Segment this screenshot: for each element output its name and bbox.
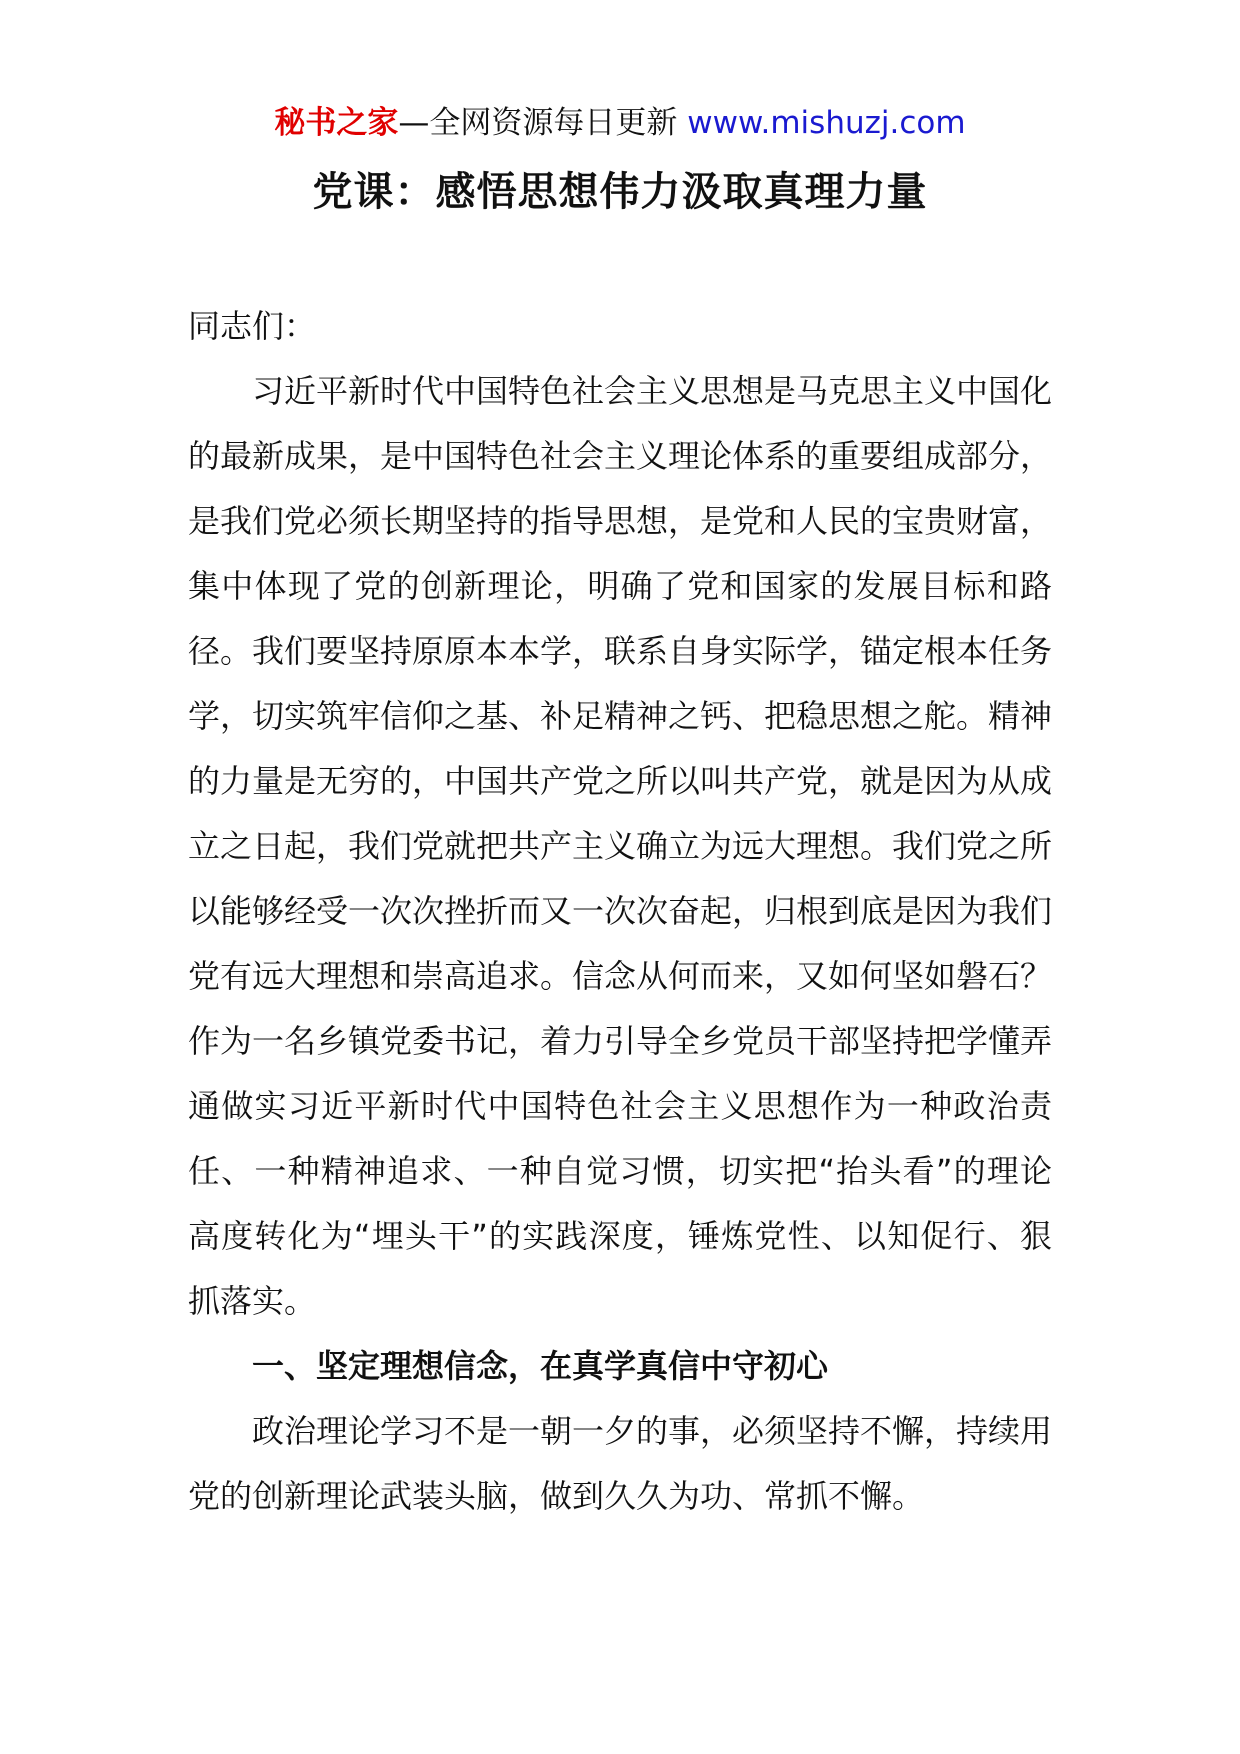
site-url-link[interactable]: www.mishuzj.com bbox=[687, 105, 966, 141]
salutation: 同志们： bbox=[188, 307, 317, 345]
document-body bbox=[188, 294, 1052, 1529]
site-header bbox=[0, 101, 1240, 145]
brand-name: 秘书之家 bbox=[274, 105, 399, 141]
header-slogan: —全网资源每日更新 bbox=[398, 105, 688, 141]
section-heading-1: 一、坚定理想信念，在真学真信中守初心 bbox=[252, 1347, 829, 1385]
document-title: 党课：感悟思想伟力汲取真理力量 bbox=[312, 169, 928, 215]
body-paragraph-2: 政治理论学习不是一朝一夕的事，必须坚持不懈，持续用党的创新理论武装头脑，做到久久为功、常抓不懈。 bbox=[188, 1412, 1053, 1515]
body-paragraph-1: 习近平新时代中国特色社会主义思想是马克思主义中国化的最新成果，是中国特色社会主义理论体系的重要组成部分，是我们党必须长期坚持的指导思想，是党和人民的宝贵财富，集中体现了党的创新理论，明确了党和国家的发展目标和路径。我们要坚持原原本本学，联系自身实际学，锚定根本任务学，切实筑牢信仰之基、补足精神之钙、把稳思想之舵。精神的力量是无穷的，中国共产党之所以叫共产党，就是因为从成立之日起，我们党就把共产主义确立为远大理想。我们党之所以能够经受一次次挫折而又一次次奋起，归根到底是因为我们党有远大理想和崇高追求。信念从何而来，又如何坚如磐石？作为一名乡镇党委书记，着力引导全乡党员干部坚持把学懂弄通做实习近平新时代中国特色社会主义思想作为一种政治责任、一种精神追求、一种自觉习惯，切实把“抬头看”的理论高度转化为“埋头干”的实践深度，锤炼党性、以知促行、狠抓落实。 bbox=[188, 372, 1053, 1320]
